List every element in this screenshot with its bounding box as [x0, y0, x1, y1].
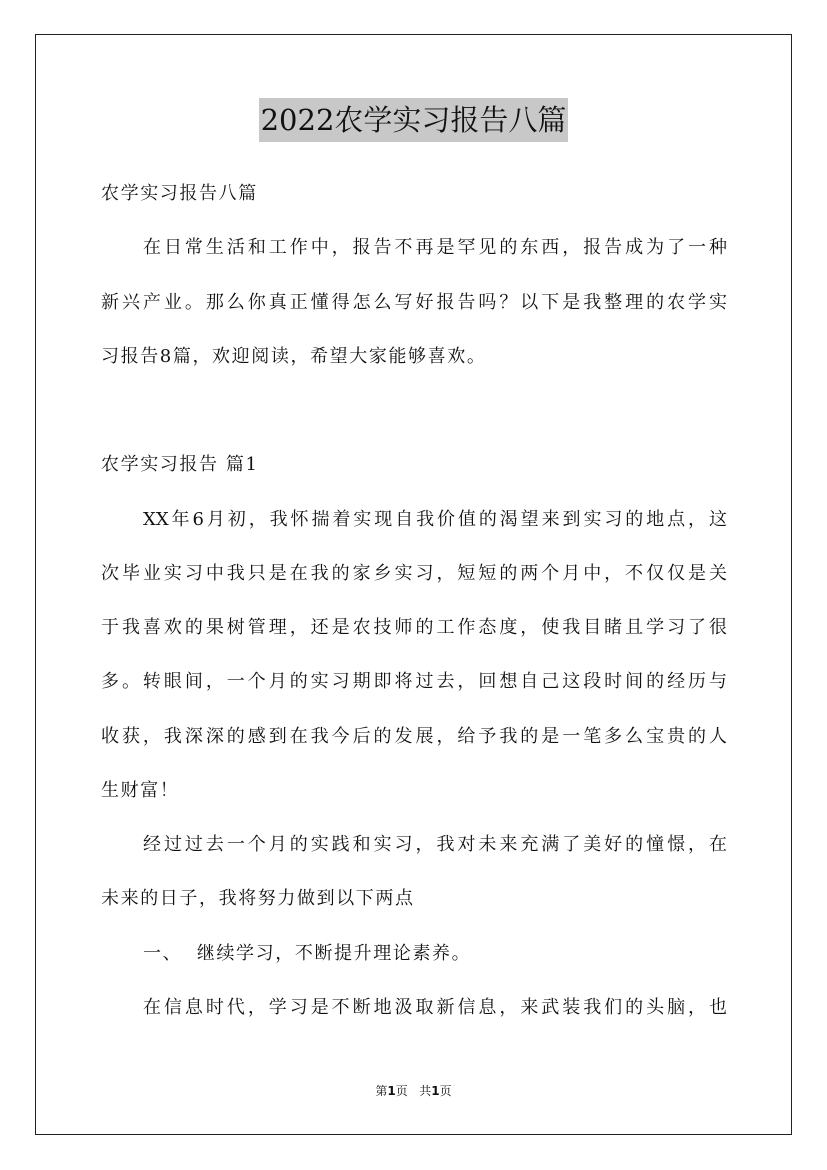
para1-line-1: XX年6月初，我怀揣着实现自我价值的渴望来到实习的地点，这: [143, 509, 727, 530]
document-title: 2022农学实习报告八篇: [259, 98, 569, 142]
intro-line-3: 习报告8篇，欢迎阅读，希望大家能够喜欢。: [101, 346, 487, 367]
footer-page-prefix: 第: [375, 1084, 388, 1098]
intro-line-2: 新兴产业。那么你真正懂得怎么写好报告吗？以下是我整理的农学实: [101, 292, 727, 313]
footer-total-number: 1: [431, 1084, 440, 1098]
point-one: 一、 继续学习，不断提升理论素养。: [143, 943, 472, 964]
section-heading: 农学实习报告 篇1: [101, 454, 259, 475]
page-footer: [0, 1083, 827, 1099]
para1-line-3: 于我喜欢的果树管理，还是农技师的工作态度，使我目睹且学习了很: [101, 617, 727, 638]
title-container: [0, 98, 827, 142]
footer-total-prefix: 共: [419, 1084, 432, 1098]
para1-line-5: 收获，我深深的感到在我今后的发展，给予我的是一笔多么宝贵的人: [101, 726, 727, 747]
intro-line-1: 在日常生活和工作中，报告不再是罕见的东西，报告成为了一种: [143, 237, 727, 258]
footer-page-number: 1: [387, 1084, 396, 1098]
para1-line-6: 生财富！: [101, 780, 180, 801]
footer-page-suffix: 页: [395, 1084, 408, 1098]
para2-line-2: 未来的日子，我将努力做到以下两点: [101, 888, 415, 909]
para2-line-1: 经过过去一个月的实践和实习，我对未来充满了美好的憧憬，在: [143, 834, 727, 855]
para3-line-1: 在信息时代，学习是不断地汲取新信息，来武装我们的头脑，也: [143, 997, 727, 1018]
subtitle: 农学实习报告八篇: [101, 183, 258, 204]
para1-line-2: 次毕业实习中我只是在我的家乡实习，短短的两个月中，不仅仅是关: [101, 563, 727, 584]
footer-total-suffix: 页: [439, 1084, 452, 1098]
para1-line-4: 多。转眼间，一个月的实习期即将过去，回想自己这段时间的经历与: [101, 671, 727, 692]
